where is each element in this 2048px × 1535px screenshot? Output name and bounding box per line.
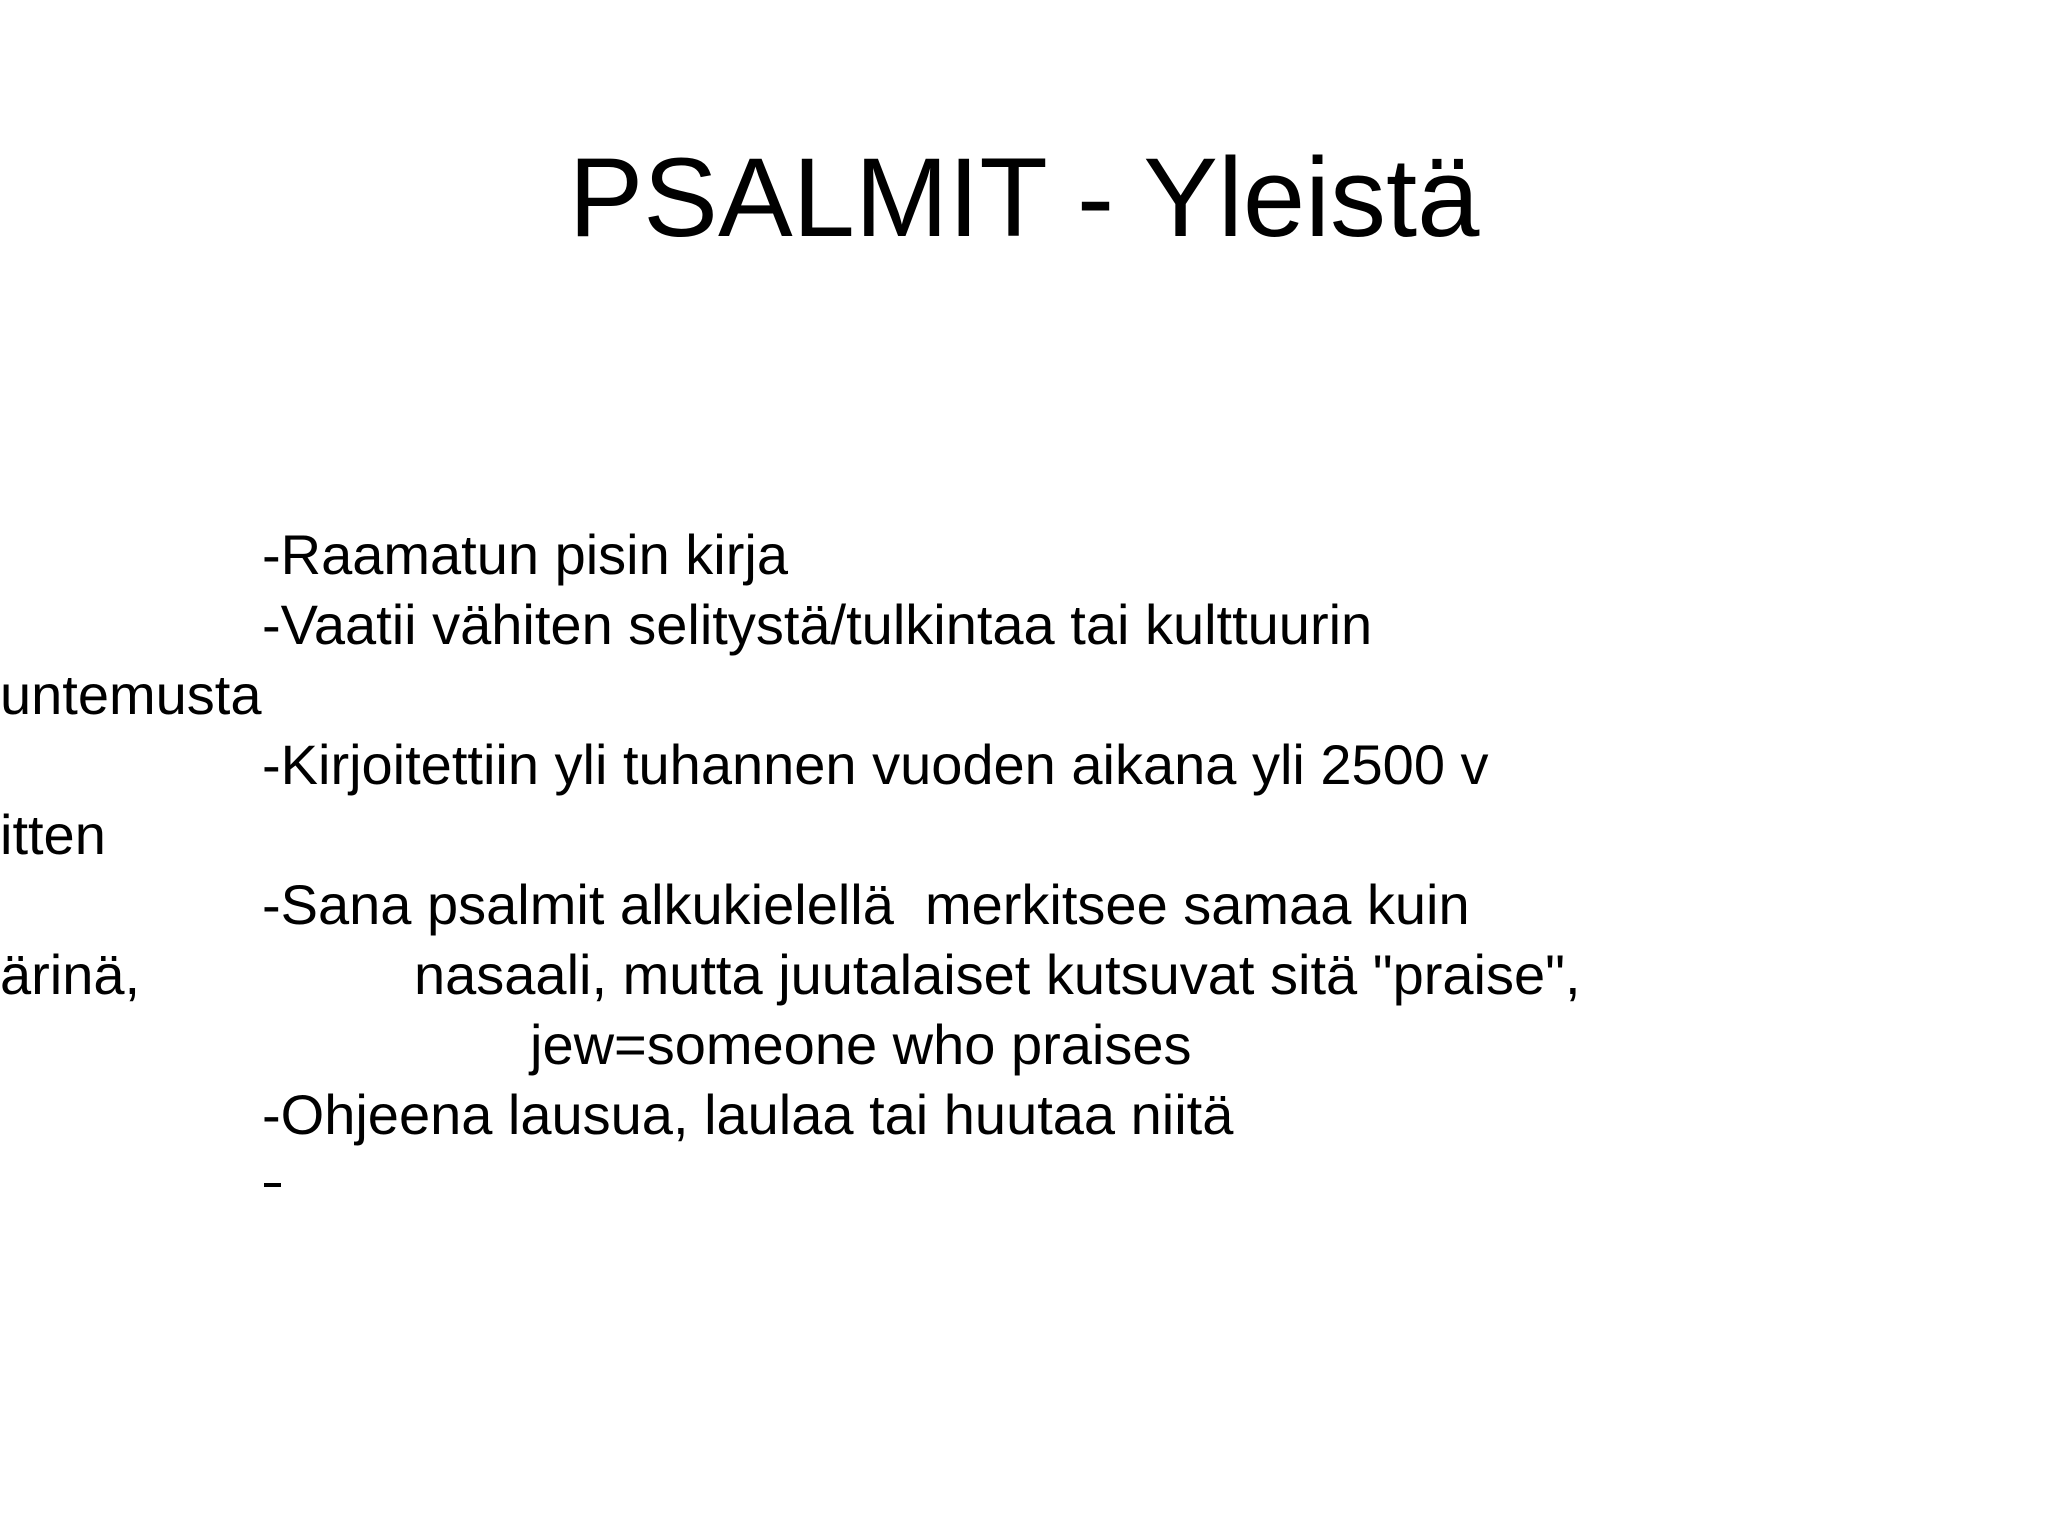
continuation-line: nasaali, mutta juutalaiset kutsuvat sitä "praise", — [414, 943, 1581, 1006]
empty-bullet-dash — [264, 1183, 281, 1187]
wrapped-line-fragment: itten — [0, 803, 106, 866]
bullet-line: -Sana psalmit alkukielellä merkitsee samaa kuin — [262, 873, 1470, 936]
wrapped-line-fragment: ärinä, — [0, 943, 141, 1006]
bullet-line: -Raamatun pisin kirja — [262, 523, 788, 586]
bullet-line: -Kirjoitettiin yli tuhannen vuoden aikana yli 2500 v — [262, 733, 1489, 796]
bullet-line: -Ohjeena lausua, laulaa tai huutaa niitä — [262, 1083, 1234, 1146]
continuation-line: jew=someone who praises — [530, 1013, 1192, 1076]
slide-title: PSALMIT - Yleistä — [568, 135, 1480, 260]
bullet-line: -Vaatii vähiten selitystä/tulkintaa tai kulttuurin — [262, 593, 1373, 656]
wrapped-line-fragment: untemusta — [0, 663, 262, 726]
